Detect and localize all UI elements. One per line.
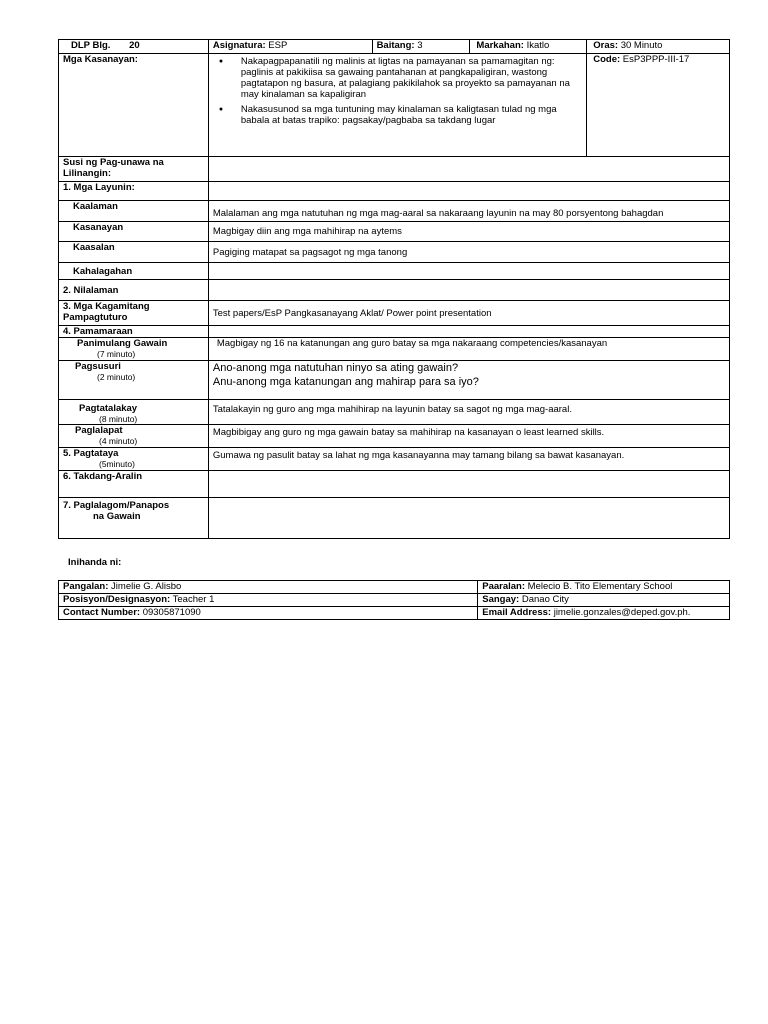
paglalagom-value-cell [208,498,729,539]
nilalaman-row [59,280,730,301]
pamamaraan-label: 4. Pamamaraan [59,326,209,338]
pagtatalakay-time: (8 minuto) [99,414,138,424]
takdang-value-cell [208,471,729,498]
susi-value-cell [208,157,729,182]
paaralan-cell [478,581,730,594]
asignatura-value: ESP [268,40,288,51]
pagtataya-row [59,448,730,471]
panimulang-label: Panimulang Gawain [77,338,168,349]
pagtatalakay-row [59,400,730,425]
markahan-value: Ikatlo [526,40,550,51]
kasanayan-obj-row [59,222,730,242]
kasanayan-obj-label: Kasanayan [59,222,209,242]
code-label: Code: [593,54,621,65]
header-row [59,40,730,54]
kaasalan-row [59,242,730,263]
kasanayan-label: Mga Kasanayan: [63,54,138,65]
email-value: jimelie.gonzales@deped.gov.ph. [553,607,691,618]
pagtatalakay-value: Tatalakayin ng guro ang mga mahihirap na layunin batay sa sagot ng mga mag-aaral. [208,400,729,425]
paglalapat-value: Magbibigay ang guro ng mga gawain batay sa mahihirap na kasanayan o least learned skills. [208,425,729,448]
pagsusuri-label: Pagsusuri [75,361,121,372]
kaasalan-value: Pagiging matapat sa pagsagot ng mga tanong [208,242,729,263]
email-label: Email Address: [482,607,552,618]
dlp-cell [59,40,209,54]
markahan-cell [470,40,587,54]
oras-cell [587,40,730,54]
pagtataya-label-cell [59,448,209,471]
pagsusuri-time: (2 minuto) [97,372,136,382]
info-row-2 [59,594,730,607]
sangay-label: Sangay: [482,594,520,605]
pangalan-value: Jimelie G. Alisbo [111,581,182,592]
paglalapat-label: Paglalapat [75,425,123,436]
kagamitang-label: 3. Mga Kagamitang Pampagtuturo [59,301,209,326]
dlp-value: 20 [129,40,140,51]
pangalan-cell [59,581,478,594]
baitang-label: Baitang: [376,40,415,51]
kasanayan-row [59,54,730,157]
susi-label: Susi ng Pag-unawa na Lilinangin: [59,157,209,182]
kahalagahan-row [59,263,730,280]
dlp-label: DLP Blg. [71,40,111,51]
panimulang-label-cell [59,338,209,361]
info-row-1 [59,581,730,594]
paglalagom-row [59,498,730,539]
contact-cell [59,607,478,620]
paglalagom-label-2: na Gawain [93,511,141,522]
code-value: EsP3PPP-III-17 [622,54,690,65]
kasanayan-list [213,56,586,126]
layunin-row [59,182,730,201]
takdang-row [59,471,730,498]
pagsusuri-row [59,361,730,400]
code-cell [587,54,730,157]
pagsusuri-value-cell [208,361,729,400]
panimulang-row [59,338,730,361]
posisyon-value: Teacher 1 [172,594,215,605]
inihanda-label: Inihanda ni: [68,557,122,568]
oras-value: 30 Minuto [620,40,663,51]
kagamitang-row [59,301,730,326]
asignatura-cell [208,40,372,54]
contact-label: Contact Number: [63,607,141,618]
layunin-label: 1. Mga Layunin: [59,182,209,201]
sangay-cell [478,594,730,607]
pagsusuri-question-1: Ano-anong mga natutuhan ninyo sa ating gawain? [212,362,459,374]
kaalaman-value: Malalaman ang mga natutuhan ng mga mag-aaral sa nakaraang layunin na may 80 porsyentong bahagdan [208,201,729,222]
kaalaman-row [59,201,730,222]
posisyon-cell [59,594,478,607]
paaralan-label: Paaralan: [482,581,526,592]
posisyon-label: Posisyon/Designasyon: [63,594,171,605]
pangalan-label: Pangalan: [63,581,109,592]
susi-row [59,157,730,182]
kahalagahan-label: Kahalagahan [59,263,209,280]
takdang-label: 6. Takdang-Aralin [59,471,209,498]
pagtatalakay-label-cell [59,400,209,425]
paglalapat-label-cell [59,425,209,448]
panimulang-value: Magbigay ng 16 na katanungan ang guro batay sa mga nakaraang competencies/kasanayan [208,338,729,361]
kahalagahan-value-cell [208,263,729,280]
info-row-3 [59,607,730,620]
paglalagom-label-cell [59,498,209,539]
teacher-info-table [58,580,730,620]
pagsusuri-label-cell [59,361,209,400]
pamamaraan-value-cell [208,326,729,338]
kasanayan-list-cell [208,54,586,157]
pagtatalakay-label: Pagtatalakay [79,403,138,414]
lesson-plan-table [58,39,730,539]
pagsusuri-question-2: Anu-anong mga katanungan ang mahirap para sa iyo? [212,376,479,388]
nilalaman-label: 2. Nilalaman [59,280,209,301]
kaalaman-label: Kaalaman [59,201,209,222]
pamamaraan-row [59,326,730,338]
paaralan-value: Melecio B. Tito Elementary School [527,581,673,592]
markahan-label: Markahan: [476,40,524,51]
paglalapat-time: (4 minuto) [99,436,138,446]
panimulang-time: (7 minuto) [97,349,136,359]
kagamitang-value: Test papers/EsP Pangkasanayang Aklat/ Power point presentation [208,301,729,326]
kasanayan-obj-value: Magbigay diin ang mga mahihirap na aytems [208,222,729,242]
email-cell [478,607,730,620]
kasanayan-item: ● Nakapagpapanatili ng malinis at ligtas na pamayanan sa pamamagitan ng: paglinis at pakikiisa sa gawaing pantahanan at pangkapaligiran, wastong pagtatapon ng basura, at palagiang pakikilahok sa proyekto sa pamayanan na may kinalaman sa kapaligiran [241,56,586,100]
contact-value: 09305871090 [142,607,201,618]
paglalapat-row [59,425,730,448]
baitang-value: 3 [417,40,423,51]
kasanayan-item: ● Nakasusunod sa mga tuntuning may kinalaman sa kaligtasan tulad ng mga babala at batas trapiko: pagsakay/pagbaba sa takdang lugar [241,104,586,126]
kasanayan-label-cell [59,54,209,157]
oras-label: Oras: [593,40,619,51]
layunin-value-cell [208,182,729,201]
paglalagom-label-1: 7. Paglalagom/Panapos [63,500,170,511]
kaasalan-label: Kaasalan [59,242,209,263]
pagtataya-label: 5. Pagtataya [63,448,119,459]
nilalaman-value-cell [208,280,729,301]
baitang-cell [372,40,470,54]
pagtataya-time: (5minuto) [99,459,135,469]
asignatura-label: Asignatura: [212,40,266,51]
sangay-value: Danao City [521,594,569,605]
pagtataya-value: Gumawa ng pasulit batay sa lahat ng mga kasanayanna may tamang bilang sa bawat kasanayan. [208,448,729,471]
